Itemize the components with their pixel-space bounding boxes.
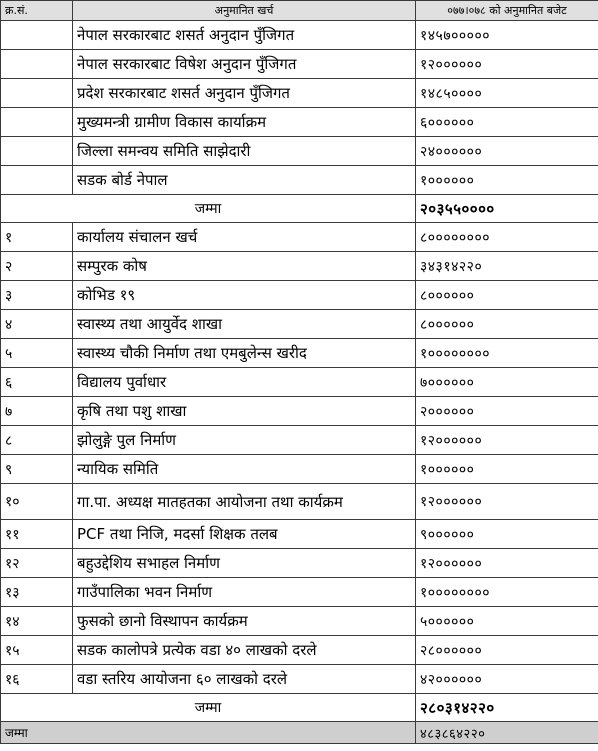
description-cell: सडक बोर्ड नेपाल xyxy=(73,166,416,195)
description-cell: सम्पुरक कोष xyxy=(73,252,416,281)
header-budget: ०७७।०७८ को अनुमानित बजेट xyxy=(416,1,598,21)
serial-cell: १० xyxy=(1,484,73,520)
group2-total-amount: २८०३१४२२० xyxy=(416,694,598,722)
table-row xyxy=(1,108,598,137)
group2-total-row xyxy=(1,694,598,722)
amount-cell: १४८५०००० xyxy=(416,79,598,108)
amount-cell: २०००००० xyxy=(416,397,598,426)
amount-cell: १०००००००० xyxy=(416,339,598,368)
amount-cell: १४५७००००० xyxy=(416,21,598,50)
table-row xyxy=(1,607,598,636)
table-row xyxy=(1,137,598,166)
description-cell: स्वास्थ्य तथा आयुर्वेद शाखा xyxy=(73,310,416,339)
serial-cell: ४ xyxy=(1,310,73,339)
serial-cell: ५ xyxy=(1,339,73,368)
amount-cell: ४२०००००० xyxy=(416,665,598,694)
serial-cell: ८ xyxy=(1,426,73,455)
amount-cell: १०००००००० xyxy=(416,578,598,607)
table-row xyxy=(1,223,598,252)
table-row xyxy=(1,21,598,50)
amount-cell: ९०००००० xyxy=(416,520,598,549)
header-serial: क्र.सं. xyxy=(1,1,73,21)
table-row xyxy=(1,520,598,549)
group1-total-amount: २०३५५०००० xyxy=(416,195,598,223)
table-row xyxy=(1,50,598,79)
description-cell: स्वास्थ्य चौकी निर्माण तथा एमबुलेन्स खरीद xyxy=(73,339,416,368)
serial-cell: २ xyxy=(1,252,73,281)
table-row xyxy=(1,426,598,455)
serial-cell: ६ xyxy=(1,368,73,397)
header-expense: अनुमानित खर्च xyxy=(73,1,416,21)
description-cell: कृषि तथा पशु शाखा xyxy=(73,397,416,426)
serial-cell xyxy=(1,166,73,195)
grand-total-amount: ४८३८६४२२० xyxy=(416,722,598,744)
serial-cell: १ xyxy=(1,223,73,252)
description-cell: न्यायिक समिति xyxy=(73,455,416,484)
description-cell: PCF तथा निजि, मदर्सा शिक्षक तलब xyxy=(73,520,416,549)
amount-cell: १०००००० xyxy=(416,166,598,195)
amount-cell: ३४३१४२२० xyxy=(416,252,598,281)
table-row xyxy=(1,79,598,108)
amount-cell: ८०००००००० xyxy=(416,223,598,252)
serial-cell: १३ xyxy=(1,578,73,607)
serial-cell xyxy=(1,108,73,137)
table-row xyxy=(1,578,598,607)
serial-cell xyxy=(1,21,73,50)
amount-cell: १२०००००० xyxy=(416,426,598,455)
serial-cell: १२ xyxy=(1,549,73,578)
description-cell: झोलुङ्गे पुल निर्माण xyxy=(73,426,416,455)
description-cell: वडा स्तरिय आयोजना ६० लाखको दरले xyxy=(73,665,416,694)
table-row xyxy=(1,397,598,426)
description-cell: विद्यालय पुर्वाधार xyxy=(73,368,416,397)
serial-cell: १५ xyxy=(1,636,73,665)
amount-cell: ६०००००० xyxy=(416,108,598,137)
amount-cell: २४०००००० xyxy=(416,137,598,166)
table-row xyxy=(1,665,598,694)
group2-total-label: जम्मा xyxy=(1,694,416,722)
amount-cell: ८०००००० xyxy=(416,281,598,310)
table-row xyxy=(1,455,598,484)
table-row xyxy=(1,166,598,195)
header-row xyxy=(1,1,598,21)
description-cell: सडक कालोपत्रे प्रत्येक वडा ४० लाखको दरले xyxy=(73,636,416,665)
serial-cell: ११ xyxy=(1,520,73,549)
grand-total-row xyxy=(1,722,598,744)
description-cell: कार्यालय संचालन खर्च xyxy=(73,223,416,252)
description-cell: बहुउद्देशिय सभाहल निर्माण xyxy=(73,549,416,578)
serial-cell: ७ xyxy=(1,397,73,426)
description-cell: मुख्यमन्त्री ग्रामीण विकास कार्याक्रम xyxy=(73,108,416,137)
amount-cell: १२०००००० xyxy=(416,484,598,520)
amount-cell: ७०००००० xyxy=(416,368,598,397)
description-cell: नेपाल सरकारबाट शसर्त अनुदान पुँजिगत xyxy=(73,21,416,50)
serial-cell: ९ xyxy=(1,455,73,484)
amount-cell: २८०००००० xyxy=(416,636,598,665)
amount-cell: १०००००० xyxy=(416,455,598,484)
group1-body xyxy=(1,21,598,195)
table-row xyxy=(1,368,598,397)
description-cell: जिल्ला समन्वय समिति साझेदारी xyxy=(73,137,416,166)
description-cell: कोभिड १९ xyxy=(73,281,416,310)
description-cell: गा.पा. अध्यक्ष मातहतका आयोजना तथा कार्यक्रम xyxy=(73,484,416,520)
amount-cell: ८०००००० xyxy=(416,310,598,339)
serial-cell: १४ xyxy=(1,607,73,636)
amount-cell: १२०००००० xyxy=(416,50,598,79)
grand-total-label: जम्मा xyxy=(1,722,416,744)
group1-total-row xyxy=(1,195,598,223)
table-row xyxy=(1,339,598,368)
group2-body xyxy=(1,223,598,694)
table-row xyxy=(1,549,598,578)
group1-total-label: जम्मा xyxy=(1,195,416,223)
amount-cell: १२०००००० xyxy=(416,549,598,578)
serial-cell: १६ xyxy=(1,665,73,694)
description-cell: नेपाल सरकारबाट विषेश अनुदान पुँजिगत xyxy=(73,50,416,79)
serial-cell xyxy=(1,137,73,166)
serial-cell xyxy=(1,79,73,108)
table-row xyxy=(1,636,598,665)
description-cell: गाउँपालिका भवन निर्माण xyxy=(73,578,416,607)
description-cell: फुसको छानो विस्थापन कार्यक्रम xyxy=(73,607,416,636)
description-cell: प्रदेश सरकारबाट शसर्त अनुदान पुँजिगत xyxy=(73,79,416,108)
table-row xyxy=(1,252,598,281)
serial-cell: ३ xyxy=(1,281,73,310)
table-row xyxy=(1,310,598,339)
amount-cell: ५०००००० xyxy=(416,607,598,636)
table-row xyxy=(1,484,598,520)
table-row xyxy=(1,281,598,310)
serial-cell xyxy=(1,50,73,79)
